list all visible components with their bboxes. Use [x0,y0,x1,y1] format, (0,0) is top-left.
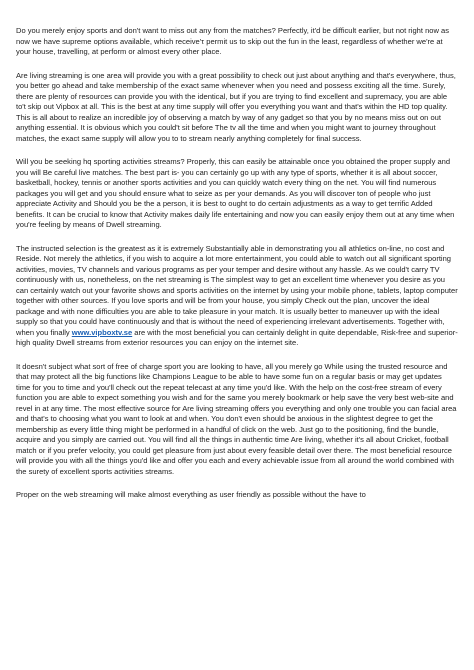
paragraph-4 [16,244,458,349]
paragraph-4-text-start: The instructed selection is the greatest as it is extremely Substantially able in demonstrating you all athletics on-line, no cost and Reside. Not merely the athletics, if you wish to acquire a lot more entertainment, you could able to watch out all significant sporting activities, movies, TV channels and various programs as per your temper and desire without any hassle. As we could't carry TV continuously with us, nonetheless, on the net streaming is The simplest way to get an excellent time whenever you desire as you can certainly watch out your favorite shows and sports activities on the internet by using your mobile phone, tablets, laptop computer together with other sources. If you love sports and will be from your house, you simply Check out the plan, uncover the ideal package and with none difficulties you are able to take pleasure in your match. It is usually better to maneuver up with the ideal supply so that you could have continuously and that is without the need of experiencing irrelevant advertisements. Together with, when you finally [16,243,458,337]
paragraph-5: It doesn't subject what sort of free of charge sport you are looking to have, all you merely go While using the trusted resource and that may protect all the big functions like Champions League to be able to have some fun on a regular basis or may get updates time for you to time and you'll check out the repeat telecast at any time you'd like. With the help on the cost-free stream of every function you are able to expect something you wish and for the same you merely bookmark or help save the very best web-site and revel in at any time. The most effective source for Are living streaming offers you everything and only one trouble you can facial area and that's to choosing what you want to look at and when. You don't even should be anxious in the slightest degree to get the membership as every little thing might be performed in a handful of click on the web. Just go to the positioning, find the bundle, acquire and you simply are carried out. You will find all the things in authentic time Are living, whether it's all about Cricket, football match or if you prefer velocity, you could get pleasure from just about every feasible detail over there. The most beneficial resource will provide you with all the things you'd like and offer you each and every achievable issue from all around the world combined with the surety of excellent sports activities streams. [16,361,457,476]
paragraph-1: Do you merely enjoy sports and don't want to miss out any from the matches? Perfectly, it'd be difficult earlier, but not right now as now we have supreme options available, which receive'τ permit us to skip out the fun in the least, regardless of whether we're at your house, travelling, at perform or almost every other place. [16,26,449,56]
paragraph-4-text-end: are with the most beneficial you can certainly delight in quite dependable, Risk-free and superior-high quality Dwell streams from exterior resources you can enjoy on the internet site. [16,327,458,347]
vipboxtv-link[interactable]: www.vipboxtv.se [71,327,133,337]
paragraph-6: Proper on the web streaming will make almost everything as user friendly as possible without the have to [16,490,366,499]
paragraph-2: Are living streaming is one area will provide you with a great possibility to check out just about anything and that's everywhere, thus, you better go ahead and take membership of the exact same whenever when you need and possess exciting all the time. Surely, there are plenty of resources can provide you with the identical, but if you are trying to find excellent and supremacy, you are able to't skip out Vipbox at all. This is the best at any time supply will offer you everything you want and that's within the HD top quality. This is all about to realize an incredible joy of observing a match by way of any gadget so that you by no means miss out on out anything essential. It is obvious which you could't sit before The tv all the time and when you might want to journey throughout matches, the exact same supply will allow you to to stream nearly anything completely for final success. [16,70,456,143]
paragraph-3: Will you be seeking hq sporting activities streams? Properly, this can easily be attainable once you obtained the proper supply and you will Be careful live matches. The best part is- you can certainly go up with any type of sports, whether it is all about soccer, basketball, hockey, tennis or another sports activities and you can quickly watch every thing on the net. You will find numerous packages you will get and you should ensure what to seize as per your demands. As you will discover ton of people who just appreciate Activity and Should you be the a person, it is best to ought to do certain adjustments as a way to get terrific Added benefits. It can be crucial to know that Activity makes daily life entertaining and now you can easily enjoy them out at any time when you're feeling by means of Dwell streaming. [16,157,455,229]
